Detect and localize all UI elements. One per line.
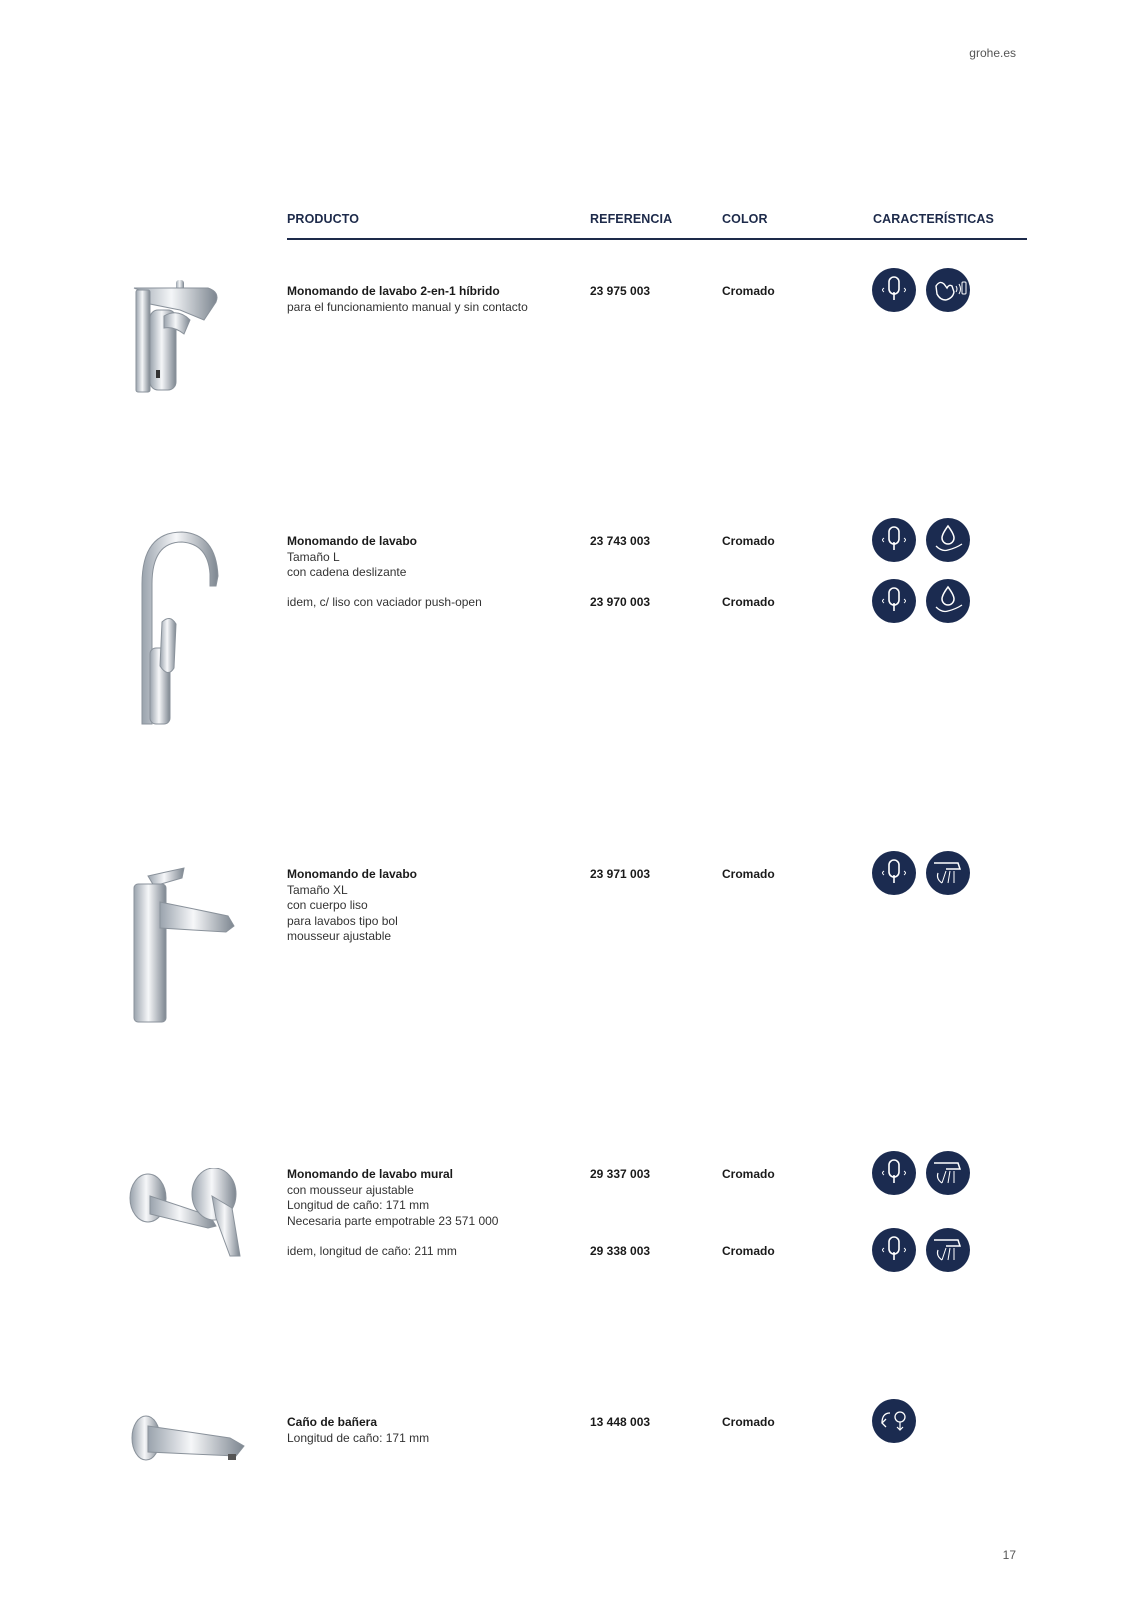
product-color: Cromado xyxy=(722,1415,775,1429)
product-detail: idem, c/ liso con vaciador push-open xyxy=(287,595,482,609)
product-reference: 23 975 003 xyxy=(590,284,651,298)
product-title: Caño de bañera xyxy=(287,1415,378,1429)
header-reference: REFERENCIA xyxy=(590,212,673,226)
product-detail: mousseur ajustable xyxy=(287,929,392,943)
feature-icons xyxy=(872,1399,916,1443)
product-title: Monomando de lavabo xyxy=(287,867,418,881)
product-detail: idem, longitud de caño: 211 mm xyxy=(287,1244,457,1258)
silkmove-icon xyxy=(872,518,916,562)
adjustable-aerator-icon xyxy=(926,851,970,895)
product-color: Cromado xyxy=(722,867,775,881)
silkmove-icon xyxy=(872,1228,916,1272)
silkmove-icon xyxy=(872,579,916,623)
bath-spout-image xyxy=(120,1414,250,1474)
product-detail: con mousseur ajustable xyxy=(287,1182,414,1197)
product-color: Cromado xyxy=(722,284,775,298)
feature-icons xyxy=(872,518,970,562)
page-number: 17 xyxy=(1002,1548,1016,1562)
product-description xyxy=(287,595,587,611)
product-detail: Necesaria parte empotrable 23 571 000 xyxy=(287,1213,499,1228)
product-reference: 23 743 003 xyxy=(590,534,651,548)
xl-faucet-image xyxy=(120,866,240,1026)
product-reference: 29 338 003 xyxy=(590,1244,651,1258)
product-color: Cromado xyxy=(722,1244,775,1258)
product-title: Monomando de lavabo mural xyxy=(287,1167,454,1181)
product-reference: 29 337 003 xyxy=(590,1167,651,1181)
product-description xyxy=(287,867,587,945)
feature-icons xyxy=(872,1228,970,1272)
product-detail: Tamaño L xyxy=(287,549,340,564)
adjustable-aerator-icon xyxy=(926,1228,970,1272)
header-product: PRODUCTO xyxy=(287,212,360,226)
silkmove-icon xyxy=(872,1151,916,1195)
product-detail: con cuerpo liso xyxy=(287,898,368,912)
product-detail: para lavabos tipo bol xyxy=(287,913,398,928)
product-reference: 23 971 003 xyxy=(590,867,651,881)
header-features: CARACTERÍSTICAS xyxy=(873,212,994,226)
feature-icons xyxy=(872,851,970,895)
product-detail: Longitud de caño: 171 mm xyxy=(287,1430,430,1445)
product-description xyxy=(287,1167,587,1229)
header-color: COLOR xyxy=(722,212,768,226)
product-description xyxy=(287,1244,587,1260)
site-url[interactable]: grohe.es xyxy=(969,46,1016,60)
product-detail: Longitud de caño: 171 mm xyxy=(287,1198,430,1212)
product-title: Monomando de lavabo 2-en-1 híbrido xyxy=(287,284,500,298)
hybrid-faucet-image xyxy=(120,280,230,400)
product-detail: Tamaño XL xyxy=(287,882,348,897)
product-title: Monomando de lavabo xyxy=(287,534,418,548)
silkmove-icon xyxy=(872,268,916,312)
product-color: Cromado xyxy=(722,1167,775,1181)
adjustable-aerator-icon xyxy=(926,1151,970,1195)
wall-mounted-faucet-image xyxy=(120,1168,250,1258)
large-faucet-image xyxy=(120,528,230,728)
diverter-icon xyxy=(872,1399,916,1443)
product-color: Cromado xyxy=(722,534,775,548)
product-detail: con cadena deslizante xyxy=(287,565,407,579)
product-color: Cromado xyxy=(722,595,775,609)
feature-icons xyxy=(872,579,970,623)
product-description xyxy=(287,534,587,581)
product-description xyxy=(287,1415,587,1446)
water-saving-icon xyxy=(926,518,970,562)
table-header xyxy=(287,212,1027,240)
feature-icons xyxy=(872,268,970,312)
silkmove-icon xyxy=(872,851,916,895)
contactless-hand-icon xyxy=(926,268,970,312)
product-reference: 23 970 003 xyxy=(590,595,651,609)
product-description xyxy=(287,284,587,315)
water-saving-icon xyxy=(926,579,970,623)
product-reference: 13 448 003 xyxy=(590,1415,651,1429)
product-detail: para el funcionamiento manual y sin contacto xyxy=(287,299,528,314)
feature-icons xyxy=(872,1151,970,1195)
